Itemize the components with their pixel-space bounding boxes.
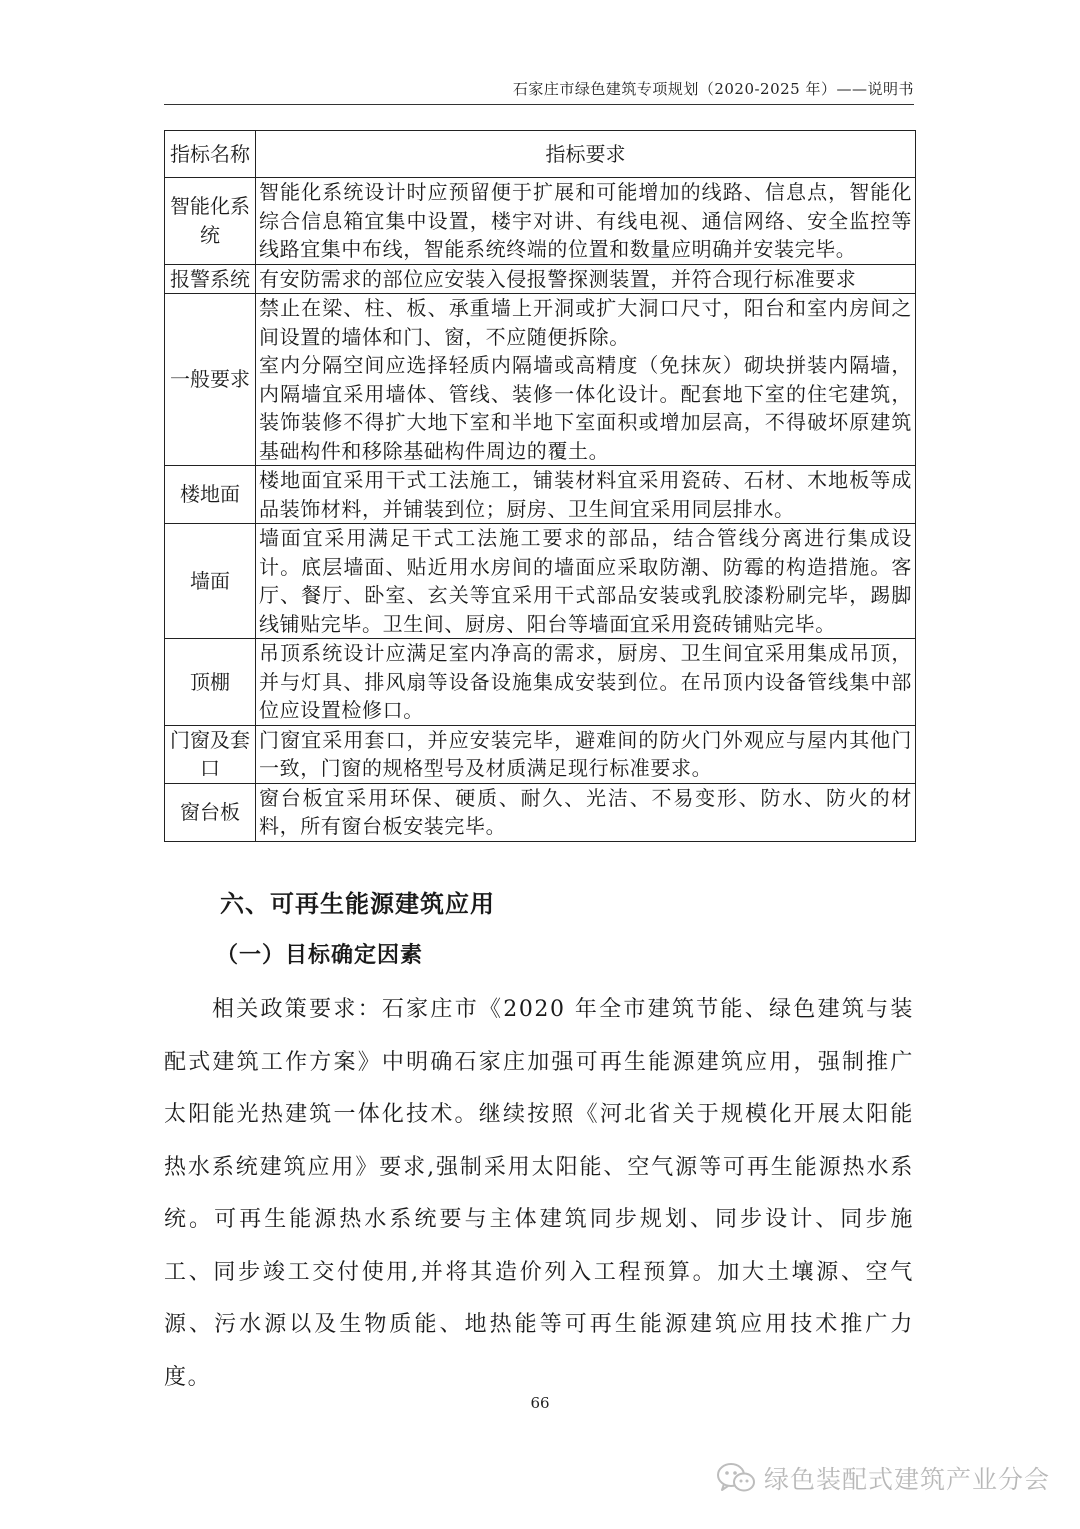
table-row	[165, 725, 916, 783]
requirements-table	[164, 130, 916, 842]
row-requirement	[256, 264, 916, 294]
page-header	[164, 76, 914, 105]
wechat-icon	[716, 1461, 756, 1495]
row-requirement	[256, 725, 916, 783]
row-requirement	[256, 524, 916, 639]
table-row	[165, 264, 916, 294]
row-name: 报警系统	[165, 264, 256, 294]
section-heading: 六、可再生能源建筑应用	[220, 890, 495, 918]
column-header-name: 指标名称	[165, 131, 256, 178]
requirement-text: 楼地面宜采用干式工法施工，铺装材料宜采用瓷砖、石材、木地板等成品装饰材料，并铺装到位；厨房、卫生间宜采用同层排水。	[259, 468, 912, 521]
requirement-text: 有安防需求的部位应安装入侵报警探测装置，并符合现行标准要求	[259, 266, 857, 291]
row-name: 智能化系统	[165, 178, 256, 265]
requirement-text: 禁止在梁、柱、板、承重墙上开洞或扩大洞口尺寸，阳台和室内房间之间设置的墙体和门、窗，不应随便拆除。	[259, 296, 912, 349]
row-name: 窗台板	[165, 783, 256, 841]
watermark	[716, 1458, 1050, 1498]
requirement-text: 智能化系统设计时应预留便于扩展和可能增加的线路、信息点，智能化综合信息箱宜集中设置，楼宇对讲、有线电视、通信网络、安全监控等线路宜集中布线，智能系统终端的位置和数量应明确并安装完毕。	[259, 180, 912, 261]
row-requirement	[256, 178, 916, 265]
requirement-text: 吊顶系统设计应满足室内净高的需求，厨房、卫生间宜采用集成吊顶，并与灯具、排风扇等设备设施集成安装到位。在吊顶内设备管线集中部位应设置检修口。	[259, 641, 912, 722]
table-row	[165, 639, 916, 726]
table-row	[165, 524, 916, 639]
row-requirement	[256, 466, 916, 524]
row-name: 门窗及套口	[165, 725, 256, 783]
column-header-requirement: 指标要求	[256, 131, 916, 178]
page-number: 66	[530, 1394, 550, 1412]
requirement-text: 墙面宜采用满足干式工法施工要求的部品，结合管线分离进行集成设计。底层墙面、贴近用水房间的墙面应采取防潮、防霉的构造措施。客厅、餐厅、卧室、玄关等宜采用干式部品安装或乳胶漆粉刷完毕，踢脚线铺贴完毕。卫生间、厨房、阳台等墙面宜采用瓷砖铺贴完毕。	[259, 526, 912, 636]
row-name: 墙面	[165, 524, 256, 639]
watermark-text: 绿色装配式建筑产业分会	[763, 1465, 1050, 1494]
requirement-text: 室内分隔空间应选择轻质内隔墙或高精度（免抹灰）砌块拼装内隔墙，内隔墙宜采用墙体、管线、装修一体化设计。配套地下室的住宅建筑，装饰装修不得扩大地下室和半地下室面积或增加层高，不得破坏原建筑基础构件和移除基础构件周边的覆土。	[259, 353, 912, 463]
header-title: 石家庄市绿色建筑专项规划（2020-2025 年）——说明书	[512, 80, 914, 98]
row-name: 顶棚	[165, 639, 256, 726]
row-requirement	[256, 783, 916, 841]
row-requirement	[256, 294, 916, 466]
row-name: 楼地面	[165, 466, 256, 524]
table-row	[165, 466, 916, 524]
table-row	[165, 294, 916, 466]
row-name: 一般要求	[165, 294, 256, 466]
subsection-heading: （一）目标确定因素	[216, 943, 424, 968]
table-row	[165, 178, 916, 265]
requirement-text: 门窗宜采用套口，并应安装完毕，避难间的防火门外观应与屋内其他门一致，门窗的规格型号及材质满足现行标准要求。	[259, 727, 912, 780]
row-requirement	[256, 639, 916, 726]
table-row	[165, 783, 916, 841]
requirement-text: 窗台板宜采用环保、硬质、耐久、光洁、不易变形、防水、防火的材料，所有窗台板安装完毕。	[259, 785, 912, 838]
body-paragraph: 相关政策要求：石家庄市《2020 年全市建筑节能、绿色建筑与装配式建筑工作方案》中明确石家庄加强可再生能源建筑应用，强制推广太阳能光热建筑一体化技术。继续按照《河北省关于规模化开展太阳能热水系统建筑应用》要求,强制采用太阳能、空气源等可再生能源热水系统。可再生能源热水系统要与主体建筑同步规划、同步设计、同步施工、同步竣工交付使用,并将其造价列入工程预算。加大土壤源、空气源、污水源以及生物质能、地热能等可再生能源建筑应用技术推广力度。	[164, 997, 914, 1390]
table-header-row	[165, 131, 916, 178]
